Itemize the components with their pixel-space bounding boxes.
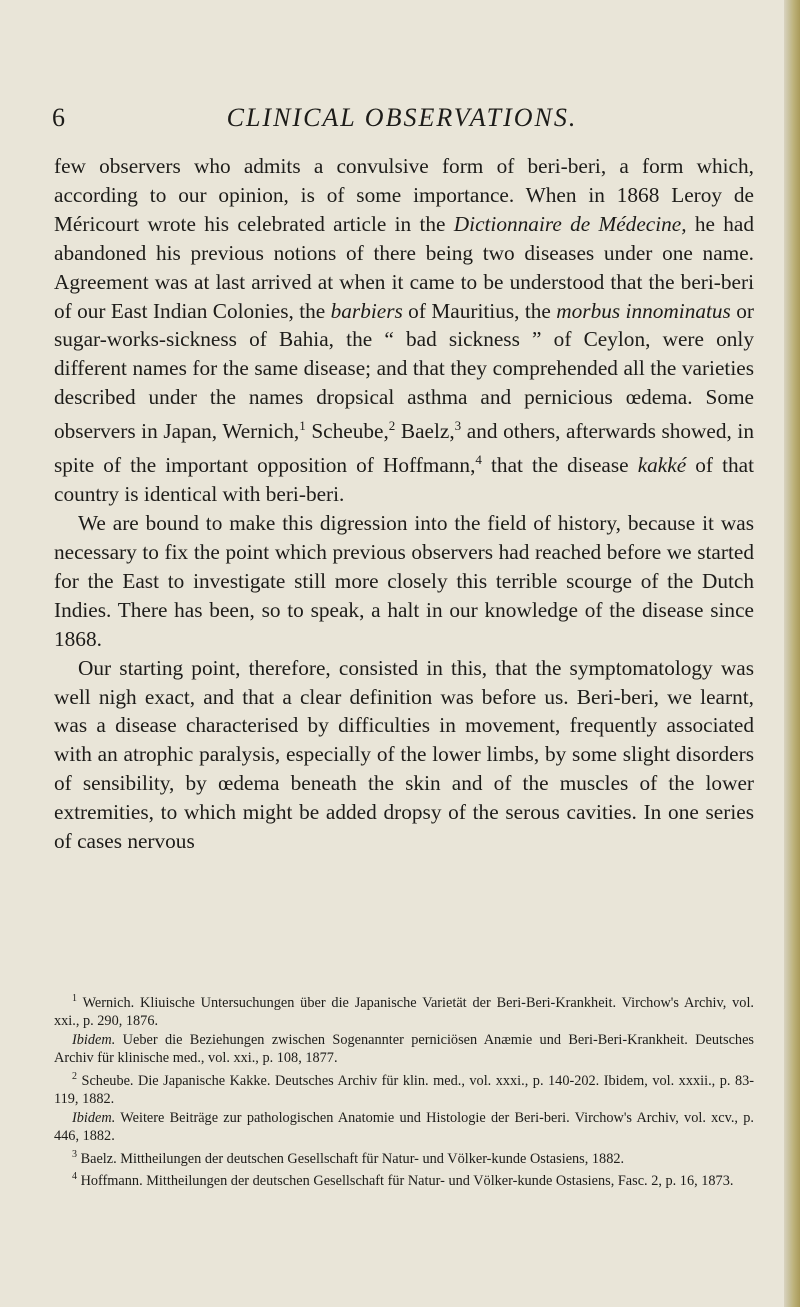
- text-run: few observers who admits a convulsive form of beri-beri, a form which, according to our opinion, is of some importance. When in 1868 Leroy de Méricourt wrote his celebrated article in the: [54, 154, 754, 236]
- text-run: that the disease: [481, 453, 638, 478]
- paragraph-2: We are bound to make this digression into the field of history, because it was necessary to fix the point which previous observers had reached before we started for the East to investigate still more closely this terrible scourge of the Dutch Indies. There has been, so to speak, a halt in our knowledge of the disease since 1868.: [54, 511, 754, 651]
- page-edge-shadow: [784, 0, 800, 1307]
- italic-ibidem: Ibidem.: [72, 1109, 116, 1126]
- footnote-1b: [54, 1031, 754, 1068]
- page-header: [52, 103, 752, 143]
- footnote-text: Hoffmann. Mittheilungen der deutschen Gesellschaft für Natur- und Völker-kunde Ostasiens, Fasc. 2, p. 16, 1873.: [77, 1172, 734, 1189]
- footnote-text: Ueber die Beziehungen zwischen Sogenannter perniciösen Anæmie und Beri-Beri-Krankheit. Deutsches Archiv für klinische med., vol. xxi., p. 108, 1877.: [54, 1031, 754, 1067]
- footnote-text: Baelz. Mittheilungen der deutschen Gesellschaft für Natur- und Völker-kunde Ostasiens, 1882.: [77, 1150, 625, 1167]
- footnote-3: [54, 1146, 754, 1168]
- italic-journal-title: Dictionnaire de Médecine,: [453, 211, 687, 236]
- footnote-number: 3: [72, 1148, 77, 1160]
- footnotes: [54, 990, 754, 1190]
- italic-term: barbiers: [330, 298, 403, 323]
- text-run: and others, afterwards showed, in spite of the important opposition of Hoffmann,: [54, 419, 754, 478]
- footnote-text: Wernich. Kliuische Untersuchungen über die Japanische Varietät der Beri-Beri-Krankheit. Virchow's Archiv, vol. xxi., p. 290, 1876.: [54, 994, 754, 1030]
- italic-ibidem: Ibidem.: [72, 1031, 116, 1048]
- footnote-number: 1: [72, 993, 77, 1004]
- italic-term: kakké: [637, 453, 687, 478]
- footnote-text: Weitere Beiträge zur pathologischen Anatomie und Histologie der Beri-beri. Virchow's Archiv, vol. xcv., p. 446, 1882.: [54, 1109, 754, 1145]
- text-run: of that country is identical with beri-beri.: [54, 453, 755, 507]
- footnote-number: 2: [72, 1070, 77, 1082]
- text-run: or sugar-works-sickness of Bahia, the “ bad sickness ” of Ceylon, were only different names for the same disease; and that they comprehended all the varieties described under the names dropsical asthma and pernicious œdema. Some observers in Japan, Wernich,: [54, 298, 754, 444]
- text-run: Baelz,: [395, 419, 455, 444]
- footnote-marker: 4: [475, 452, 482, 468]
- footnote-2b: [54, 1109, 754, 1146]
- page-number: 6: [52, 103, 65, 132]
- footnote-number: 4: [72, 1170, 77, 1182]
- text-run: Scheube,: [305, 419, 389, 444]
- footnote-marker: 1: [299, 418, 306, 434]
- footnote-2: [54, 1068, 754, 1109]
- footnote-marker: 2: [388, 418, 396, 434]
- text-run: he had abandoned his previous notions of there being two diseases under one name. Agreement was at last arrived at when it came to be understood that the beri-beri of our East Indian Colonies, the: [54, 211, 754, 323]
- paragraph-1: [54, 152, 754, 509]
- running-title: CLINICAL OBSERVATIONS.: [226, 103, 578, 132]
- footnote-1: [54, 990, 754, 1031]
- italic-term: morbus innominatus: [556, 298, 731, 323]
- footnote-marker: 3: [454, 418, 462, 434]
- footnote-4: [54, 1168, 754, 1190]
- body-text: [54, 152, 754, 856]
- paragraph-3: Our starting point, therefore, consisted in this, that the symptomatology was well nigh exact, and that a clear definition was before us. Beri-beri, we learnt, was a disease characterised by difficulties in movement, frequently associated with an atrophic paralysis, especially of the lower limbs, by some slight disorders of sensibility, by œdema beneath the skin and of the muscles of the lower extremities, to which might be added dropsy of the serous cavities. In one series of cases nervous: [54, 655, 754, 854]
- text-run: of Mauritius, the: [402, 298, 557, 323]
- footnote-text: Scheube. Die Japanische Kakke. Deutsches Archiv für klin. med., vol. xxxi., p. 140-202. Ibidem, vol. xxxii., p. 83-119, 1882.: [54, 1072, 754, 1108]
